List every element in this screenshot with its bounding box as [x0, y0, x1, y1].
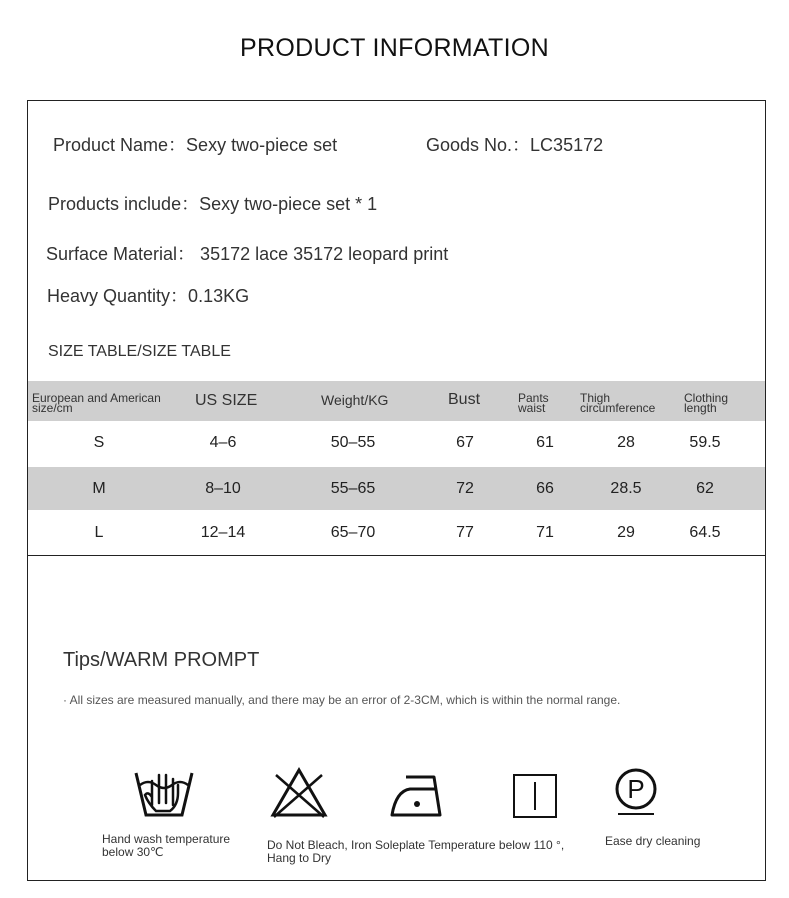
- heavy-quantity: Heavy Quantity：0.13KG: [47, 286, 250, 306]
- cell-us: 4–6: [209, 434, 237, 451]
- tips-text: · All sizes are measured manually, and there may be an error of 2-3CM, which is within the normal range.: [63, 693, 621, 707]
- goods-number: Goods No.：LC35172: [426, 135, 604, 155]
- page-title: PRODUCT INFORMATION: [240, 34, 549, 62]
- header-eu-size-line2: size/cm: [32, 401, 73, 415]
- header-pants-line1: Pants: [518, 391, 549, 405]
- cell-weight: 55–65: [330, 480, 376, 497]
- table-row: [28, 421, 765, 464]
- dry-cleaning-icon: [614, 767, 658, 817]
- cell-thigh: 28: [617, 434, 635, 451]
- header-thigh-line1: Thigh: [580, 391, 611, 405]
- header-weight: Weight/KG: [321, 392, 389, 408]
- header-thigh: [580, 393, 655, 413]
- table-row: [28, 511, 765, 554]
- cell-size: S: [93, 434, 105, 451]
- header-length-line2: length: [684, 401, 717, 415]
- cell-thigh: 28.5: [610, 480, 642, 497]
- product-info-panel: [27, 100, 766, 881]
- header-eu-size-line1: European and American: [32, 391, 161, 405]
- surface-material: Surface Material： 35172 lace 35172 leopard print: [46, 244, 449, 264]
- cell-bust: 67: [456, 434, 474, 451]
- hand-wash-icon: [132, 767, 196, 821]
- header-clothing-length: [684, 393, 728, 413]
- no-bleach-icon: [270, 767, 328, 819]
- header-pants-line2: waist: [518, 401, 546, 415]
- header-us-size: US SIZE: [195, 392, 258, 409]
- hand-wash-label-line2: below 30℃: [102, 845, 164, 859]
- header-eu-size: [32, 393, 161, 413]
- size-table-header: [28, 381, 765, 421]
- header-length-line1: Clothing: [684, 391, 729, 405]
- hand-wash-label: [102, 833, 230, 859]
- dry-cleaning-label: Ease dry cleaning: [605, 834, 701, 848]
- cell-size: M: [92, 480, 106, 497]
- no-bleach-label-line1: Do Not Bleach, Iron Soleplate Temperature below 110 °,: [267, 838, 565, 852]
- cell-waist: 71: [536, 524, 554, 541]
- cell-weight: 50–55: [330, 434, 376, 451]
- header-pants-waist: [518, 393, 549, 413]
- cell-length: 59.5: [689, 434, 721, 451]
- size-table: [28, 381, 765, 554]
- cell-us: 8–10: [205, 480, 241, 497]
- iron-icon: [390, 773, 444, 819]
- cell-length: 64.5: [689, 524, 721, 541]
- cell-bust: 72: [456, 480, 474, 497]
- dry-cleaning-letter: P: [627, 774, 645, 804]
- hand-wash-label-line1: Hand wash temperature: [102, 832, 231, 846]
- cell-weight: 65–70: [330, 524, 376, 541]
- no-bleach-label: [267, 839, 564, 865]
- table-row: [28, 467, 765, 510]
- hang-dry-icon: [512, 773, 558, 819]
- cell-length: 62: [696, 480, 714, 497]
- cell-waist: 61: [536, 434, 554, 451]
- table-divider: [28, 555, 765, 556]
- cell-thigh: 29: [617, 524, 635, 541]
- cell-size: L: [94, 524, 104, 541]
- product-name: Product Name：Sexy two-piece set: [53, 135, 338, 155]
- header-bust: Bust: [448, 391, 481, 408]
- no-bleach-label-line2: Hang to Dry: [267, 851, 332, 865]
- size-table-title: SIZE TABLE/SIZE TABLE: [48, 343, 231, 360]
- products-include: Products include：Sexy two-piece set * 1: [48, 194, 378, 214]
- cell-us: 12–14: [200, 524, 246, 541]
- tips-title: Tips/WARM PROMPT: [63, 649, 260, 671]
- header-thigh-line2: circumference: [580, 401, 656, 415]
- cell-bust: 77: [456, 524, 474, 541]
- cell-waist: 66: [536, 480, 554, 497]
